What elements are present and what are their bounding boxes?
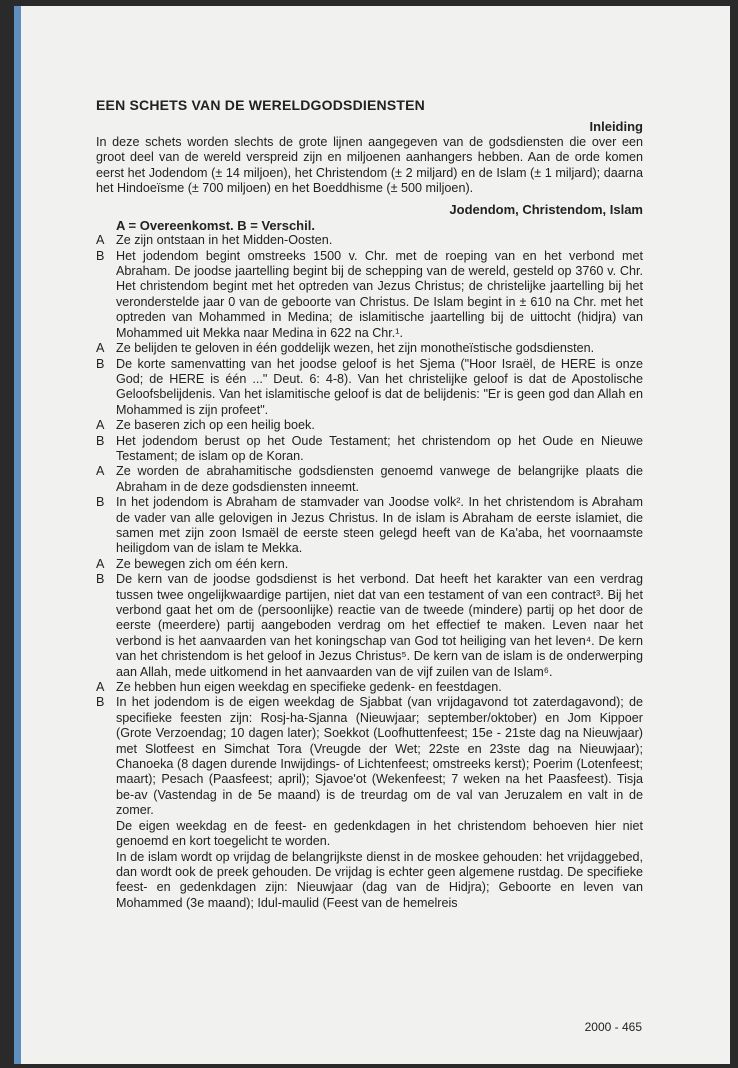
list-item (96, 680, 643, 695)
item-text: De korte samenvatting van het joodse geloof is het Sjema ("Hoor Israël, de HERE is onze God; de HERE is één ..." Deut. 6: 4-8). Van het christelijke geloof is dat de Apostolische Geloofsbelijdenis. Van het islamitische geloof is dat de belijdenis: "Er is geen god dan Allah en Mohammed is zijn profeet". (116, 356, 643, 417)
paragraph-islam: In de islam wordt op vrijdag de belangrijkste dienst in de moskee gehouden: het vrijdaggebed, dan wordt ook de preek gehouden. De vrijdag is echter geen algemene rustdag. De specifieke feest- en gedenkdagen zijn: Nieuwjaar (dag van de Hidjra); Geboorte en leven van Mohammed (3e maand); Idul-maulid (Feest van de hemelreis (116, 849, 643, 910)
item-text: Ze zijn ontstaan in het Midden-Oosten. (116, 233, 333, 248)
paragraph-christendom: De eigen weekdag en de feest- en gedenkdagen in het christendom behoeven hier niet genoemd en kort toegelicht te worden. (116, 818, 643, 849)
list-item (96, 341, 643, 356)
list-item (96, 464, 643, 495)
item-letter: A (96, 556, 105, 571)
list-item (96, 434, 643, 465)
item-letter: A (96, 680, 105, 695)
document-body (96, 98, 643, 911)
item-letter: B (96, 433, 105, 448)
item-letter: A (96, 464, 105, 479)
item-letter: B (96, 356, 105, 371)
item-letter: B (96, 695, 105, 710)
definitions-line: A = Overeenkomst. B = Verschil. (116, 217, 315, 233)
list-item (96, 418, 643, 433)
section-heading-inleiding: Inleiding (589, 119, 643, 135)
list-item (96, 557, 643, 572)
binding-edge (14, 6, 21, 1064)
page-title: EEN SCHETS VAN DE WERELDGODSDIENSTEN (96, 97, 425, 113)
comparison-list (96, 233, 643, 818)
item-text: Ze baseren zich op een heilig boek. (116, 418, 315, 433)
list-item (96, 495, 643, 557)
list-item (96, 249, 643, 341)
item-text: In het jodendom is Abraham de stamvader van Joodse volk². In het christendom is Abraham de vader van alle gelovigen in Jezus Christus. In de islam is Abraham de eerste islamiet, die samen met zijn zoon Ismaël de eerste steen gelegd heeft van de Ka'aba, het voornaamste heiligdom van de islam te Mekka. (116, 495, 643, 556)
list-item (96, 695, 643, 818)
item-text: Ze hebben hun eigen weekdag en specifieke gedenk- en feestdagen. (116, 680, 502, 695)
item-text: In het jodendom is de eigen weekdag de Sjabbat (van vrijdagavond tot zaterdagavond); de specifieke feesten zijn: Rosj-ha-Sjanna (Nieuwjaar; september/oktober) en Jom Kippoer (Grote Verzoendag; 10 dagen later); Soekkot (Loofhuttenfeest; 15e - 21ste dag na Nieuwjaar) met Slotfeest en Simchat Tora (Vreugde der Wet; 22ste en 23ste dag na Nieuwjaar); Chanoeka (8 dagen durende Inwijdings- of Lichtenfeest; omstreeks kerst); Poerim (Lotenfeest; maart); Pesach (Paasfeest; april); Sjavoe'ot (Wekenfeest; 7 weken na het Paasfeest). Tisja be-av (Vastendag in de 5e maand) is de treurdag om de val van Jeruzalem en valt in de zomer. (116, 695, 643, 818)
list-item (96, 233, 643, 248)
list-item (96, 357, 643, 419)
list-item (96, 572, 643, 680)
item-text: Ze worden de abrahamitische godsdiensten genoemd vanwege de belangrijke plaats die Abraham in de deze godsdiensten inneemt. (116, 464, 643, 494)
intro-paragraph: In deze schets worden slechts de grote lijnen aangegeven van de godsdiensten die over een groot deel van de wereld verspreid zijn en miljoenen aanhangers hebben. Aan de orde komen eerst het Jodendom (± 14 miljoen), het Christendom (± 2 miljard) en de Islam (± 1 miljard); daarna het Hindoeïsme (± 700 miljoen) en het Boeddhisme (± 500 miljoen). (96, 134, 643, 196)
item-letter: B (96, 572, 105, 587)
item-letter: A (96, 233, 105, 248)
item-text: De kern van de joodse godsdienst is het verbond. Dat heeft het karakter van een verdrag tussen twee ongelijkwaardige partijen, niet dat van een testament of van een contract³. Bij het verbond gaat het om de (persoonlijke) reactie van de tweede (mindere) partij op het door de eerste (meerdere) partij aangeboden verdrag om het effectief te maken. Leven naar het verbond is het aanvaarden van het koningschap van God tot heiliging van het leven⁴. De kern van het christendom is het geloof in Jezus Christus⁵. De kern van de islam is de onderwerping aan Allah, mede uitkomend in het aanvaarden van de vijf zuilen van de Islam⁶. (116, 572, 643, 679)
item-letter: A (96, 418, 105, 433)
item-text: Ze belijden te geloven in één goddelijk wezen, het zijn monotheïstische godsdiensten. (116, 341, 595, 356)
page-number: 2000 - 465 (584, 1020, 642, 1034)
item-letter: A (96, 341, 105, 356)
section-heading-religions: Jodendom, Christendom, Islam (449, 202, 643, 218)
item-text: Het jodendom begint omstreeks 1500 v. Chr. met de roeping van en het verbond met Abraham. De joodse jaartelling begint bij de schepping van de wereld, gesteld op 3760 v. Chr. Het christendom begint met het optreden van Jezus Christus; de christelijke jaartelling bij het veronderstelde jaar 0 van de geboorte van Christus. De Islam begint in ± 610 na Chr. met het optreden van Mohammed in Medina; de islamitische jaartelling bij de uittocht (hidjra) van Mohammed uit Mekka naar Medina in 622 na Chr.¹. (116, 248, 643, 340)
item-text: Het jodendom berust op het Oude Testament; het christendom op het Oude en Nieuwe Testament; de islam op de Koran. (116, 433, 643, 463)
item-letter: B (96, 248, 105, 263)
item-letter: B (96, 495, 105, 510)
item-text: Ze bewegen zich om één kern. (116, 556, 289, 571)
